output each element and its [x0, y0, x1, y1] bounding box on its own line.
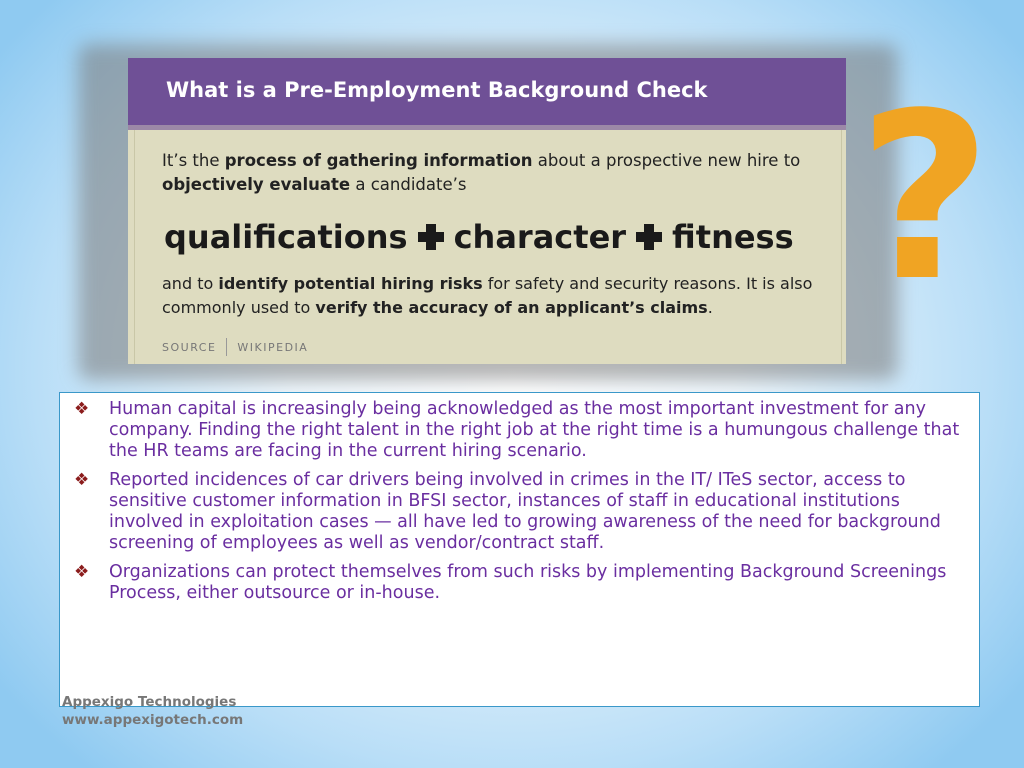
- plus-icon: [418, 224, 444, 250]
- diamond-bullet-icon: ❖: [74, 562, 90, 582]
- lead-text-1: It’s the: [162, 151, 225, 170]
- footer-credit: [62, 693, 243, 729]
- trait-qualifications: qualifications: [164, 218, 408, 256]
- diamond-bullet-icon: ❖: [74, 399, 90, 419]
- plus-icon: [636, 224, 662, 250]
- company-website: www.appexigotech.com: [62, 712, 244, 728]
- definition-trailing: [162, 272, 822, 320]
- infographic-title: What is a Pre-Employment Background Check: [166, 78, 708, 102]
- lead-bold-1: process of gathering information: [224, 151, 533, 170]
- trailing-text-1: and to: [162, 274, 219, 293]
- lead-bold-2: objectively evaluate: [162, 175, 351, 194]
- definition-lead: [162, 149, 802, 197]
- trailing-bold-1: identify potential hiring risks: [218, 274, 483, 293]
- source-value: WIKIPEDIA: [237, 340, 309, 354]
- source-credit: [162, 338, 308, 356]
- company-name: Appexigo Technologies: [62, 694, 237, 710]
- source-label: SOURCE: [162, 340, 217, 354]
- background-check-infographic: [128, 58, 992, 364]
- lead-text-3: a candidate’s: [350, 175, 467, 194]
- bullet-text: Human capital is increasingly being acknowledged as the most important investment for any company. Finding the right talent in the right job at the right time is a humungous challenge that the HR teams are facing in the current hiring scenario.: [109, 399, 960, 461]
- bullet-content-box: [59, 392, 980, 707]
- list-item: [74, 470, 964, 554]
- question-mark-icon: ?: [858, 65, 992, 332]
- source-separator: [226, 338, 227, 356]
- list-item: [74, 399, 964, 462]
- trailing-text-2: for safety and security reasons. It is also commonly used to: [162, 274, 813, 317]
- lead-text-2: about a prospective new hire to: [532, 151, 801, 170]
- bullet-list: [74, 399, 964, 612]
- evaluation-traits: [164, 218, 794, 256]
- diamond-bullet-icon: ❖: [74, 470, 90, 490]
- bullet-text: Organizations can protect themselves from such risks by implementing Background Screenings Process, either outsource or in-house.: [109, 562, 947, 603]
- trailing-bold-2: verify the accuracy of an applicant’s claims: [315, 298, 708, 317]
- trait-character: character: [453, 218, 627, 256]
- trait-fitness: fitness: [672, 218, 794, 256]
- infographic-header: [128, 58, 846, 125]
- list-item: [74, 562, 964, 604]
- trailing-text-3: .: [707, 298, 713, 317]
- bullet-text: Reported incidences of car drivers being involved in crimes in the IT/ ITeS sector, access to sensitive customer information in BFSI sector, instances of staff in educational institutions involved in exploitation cases — all have led to growing awareness of the need for background screening of employees as well as vendor/contract staff.: [109, 470, 941, 553]
